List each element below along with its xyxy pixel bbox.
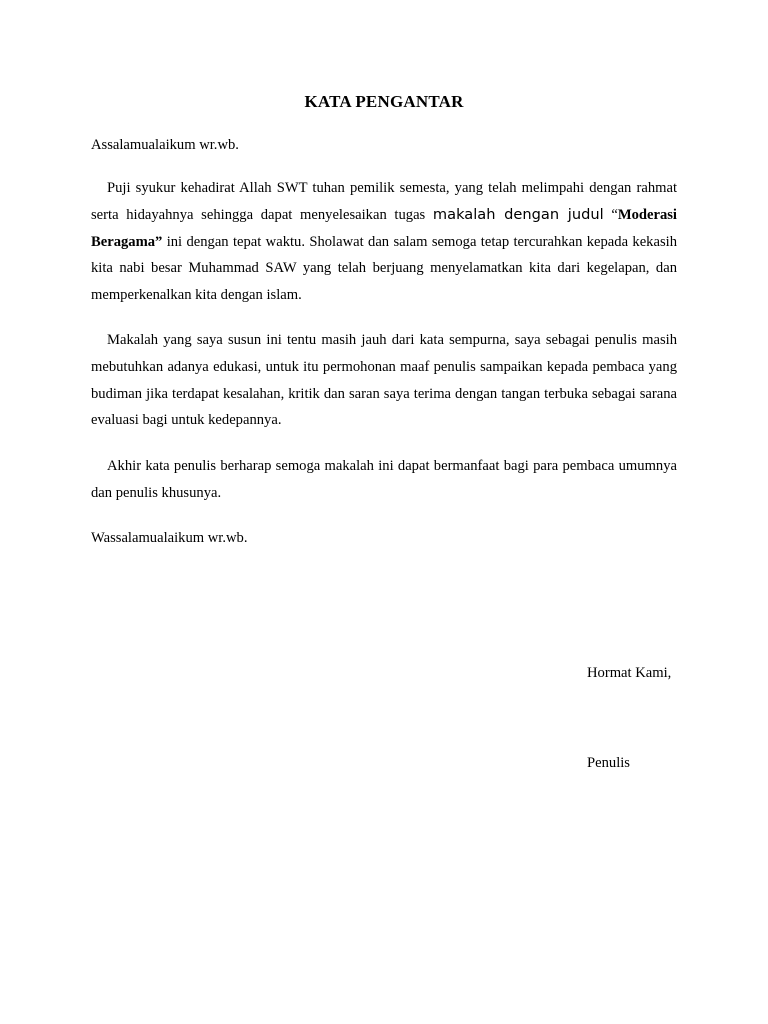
paragraph-2: Makalah yang saya susun ini tentu masih jauh dari kata sempurna, saya sebagai penulis masih mebutuhkan adanya edukasi, untuk itu permohonan maaf penulis sampaikan kepada pembaca yang budiman jika terdapat kesalahan, kritik dan saran saya terima dengan tangan terbuka sebagai sarana evaluasi bagi untuk kedepannya. (91, 332, 677, 429)
paragraph-1-bold-title: Moderasi Beragama” (91, 206, 677, 250)
closing: Wassalamualaikum wr.wb. (91, 530, 248, 546)
regards: Hormat Kami, (587, 665, 672, 681)
paragraph-1-text-d: ini dengan tepat waktu. Sholawat dan salam semoga tetap tercurahkan kepada kekasih kita nabi besar Muhammad SAW yang telah berjuang menyelamatkan kita dari kegelapan, dan memperkenalkan kita dengan islam. (91, 233, 677, 304)
page-title: KATA PENGANTAR (304, 92, 464, 111)
author: Penulis (587, 755, 630, 771)
paragraph-3: Akhir kata penulis berharap semoga makalah ini dapat bermanfaat bagi para pembaca umumnya dan penulis khusunya. (91, 458, 677, 501)
paragraph-1-text-c: “ (603, 206, 618, 223)
paragraph-1-text-b: makalah dengan judul (432, 205, 604, 223)
paragraph-1-text-a: Puji syukur kehadirat Allah SWT tuhan pemilik semesta, yang telah melimpahi dengan rahmat serta hidayahnya sehingga dapat menyelesaikan tugas (91, 180, 677, 223)
greeting: Assalamualaikum wr.wb. (91, 137, 239, 153)
paragraph-1 (91, 175, 677, 309)
